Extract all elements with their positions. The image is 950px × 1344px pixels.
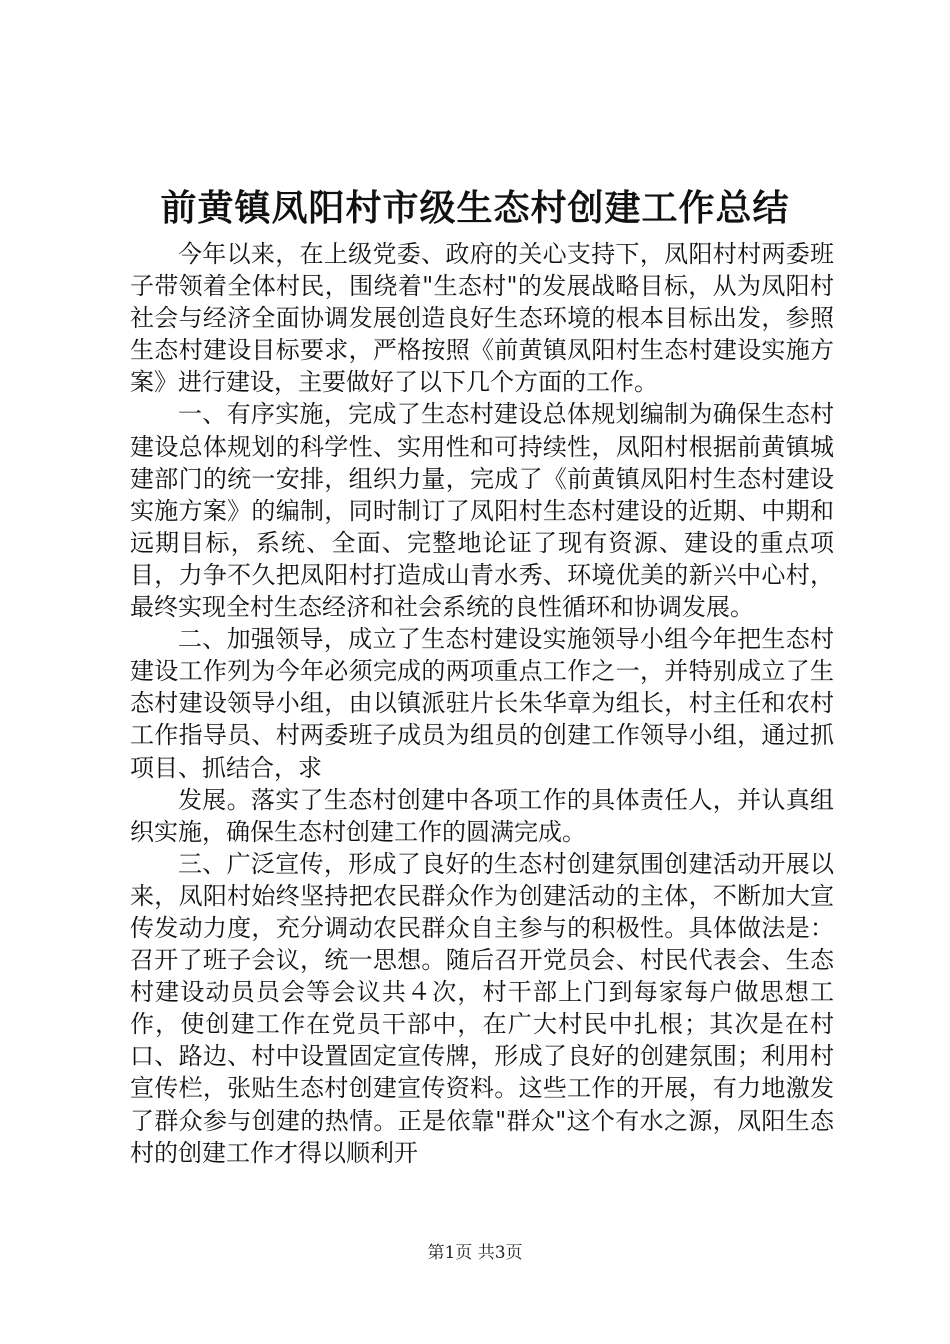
paragraph-intro: 今年以来，在上级党委、政府的关心支持下，凤阳村村两委班子带领着全体村民，围绕着"生态村"的发展战略目标，从为凤阳村社会与经济全面协调发展创造良好生态环境的根本目标出发，参照生态村建设目标要求，严格按照《前黄镇凤阳村生态村建设实施方案》进行建设，主要做好了以下几个方面的工作。 xyxy=(130,240,834,397)
paragraph-section-2-continued: 发展。落实了生态村创建中各项工作的具体责任人，并认真组织实施，确保生态村创建工作的圆满完成。 xyxy=(130,785,834,846)
document-title: 前黄镇凤阳村市级生态村创建工作总结 xyxy=(160,188,790,229)
paragraph-section-2: 二、加强领导，成立了生态村建设实施领导小组今年把生态村建设工作列为今年必须完成的两项重点工作之一，并特别成立了生态村建设领导小组，由以镇派驻片长朱华章为组长，村主任和农村工作指导员、村两委班子成员为组员的创建工作领导小组，通过抓项目、抓结合，求 xyxy=(130,625,834,782)
document-body xyxy=(130,238,834,1169)
page-footer: 第1页 共3页 xyxy=(427,1243,523,1263)
paragraph-section-1: 一、有序实施，完成了生态村建设总体规划编制为确保生态村建设总体规划的科学性、实用性和可持续性，凤阳村根据前黄镇城建部门的统一安排，组织力量，完成了《前黄镇凤阳村生态村建设实施方案》的编制，同时制订了凤阳村生态村建设的近期、中期和远期目标，系统、全面、完整地论证了现有资源、建设的重点项目，力争不久把凤阳村打造成山青水秀、环境优美的新兴中心村，最终实现全村生态经济和社会系统的良性循环和协调发展。 xyxy=(130,400,834,622)
paragraph-section-3: 三、广泛宣传，形成了良好的生态村创建氛围创建活动开展以来，凤阳村始终坚持把农民群众作为创建活动的主体，不断加大宣传发动力度，充分调动农民群众自主参与的积极性。具体做法是：召开了班子会议，统一思想。随后召开党员会、村民代表会、生态村建设动员员会等会议共４次，村干部上门到每家每户做思想工作，使创建工作在党员干部中，在广大村民中扎根；其次是在村口、路边、村中设置固定宣传牌，形成了良好的创建氛围；利用村宣传栏，张贴生态村创建宣传资料。这些工作的开展，有力地激发了群众参与创建的热情。正是依靠"群众"这个有水之源，凤阳生态村的创建工作才得以顺利开 xyxy=(130,849,834,1167)
